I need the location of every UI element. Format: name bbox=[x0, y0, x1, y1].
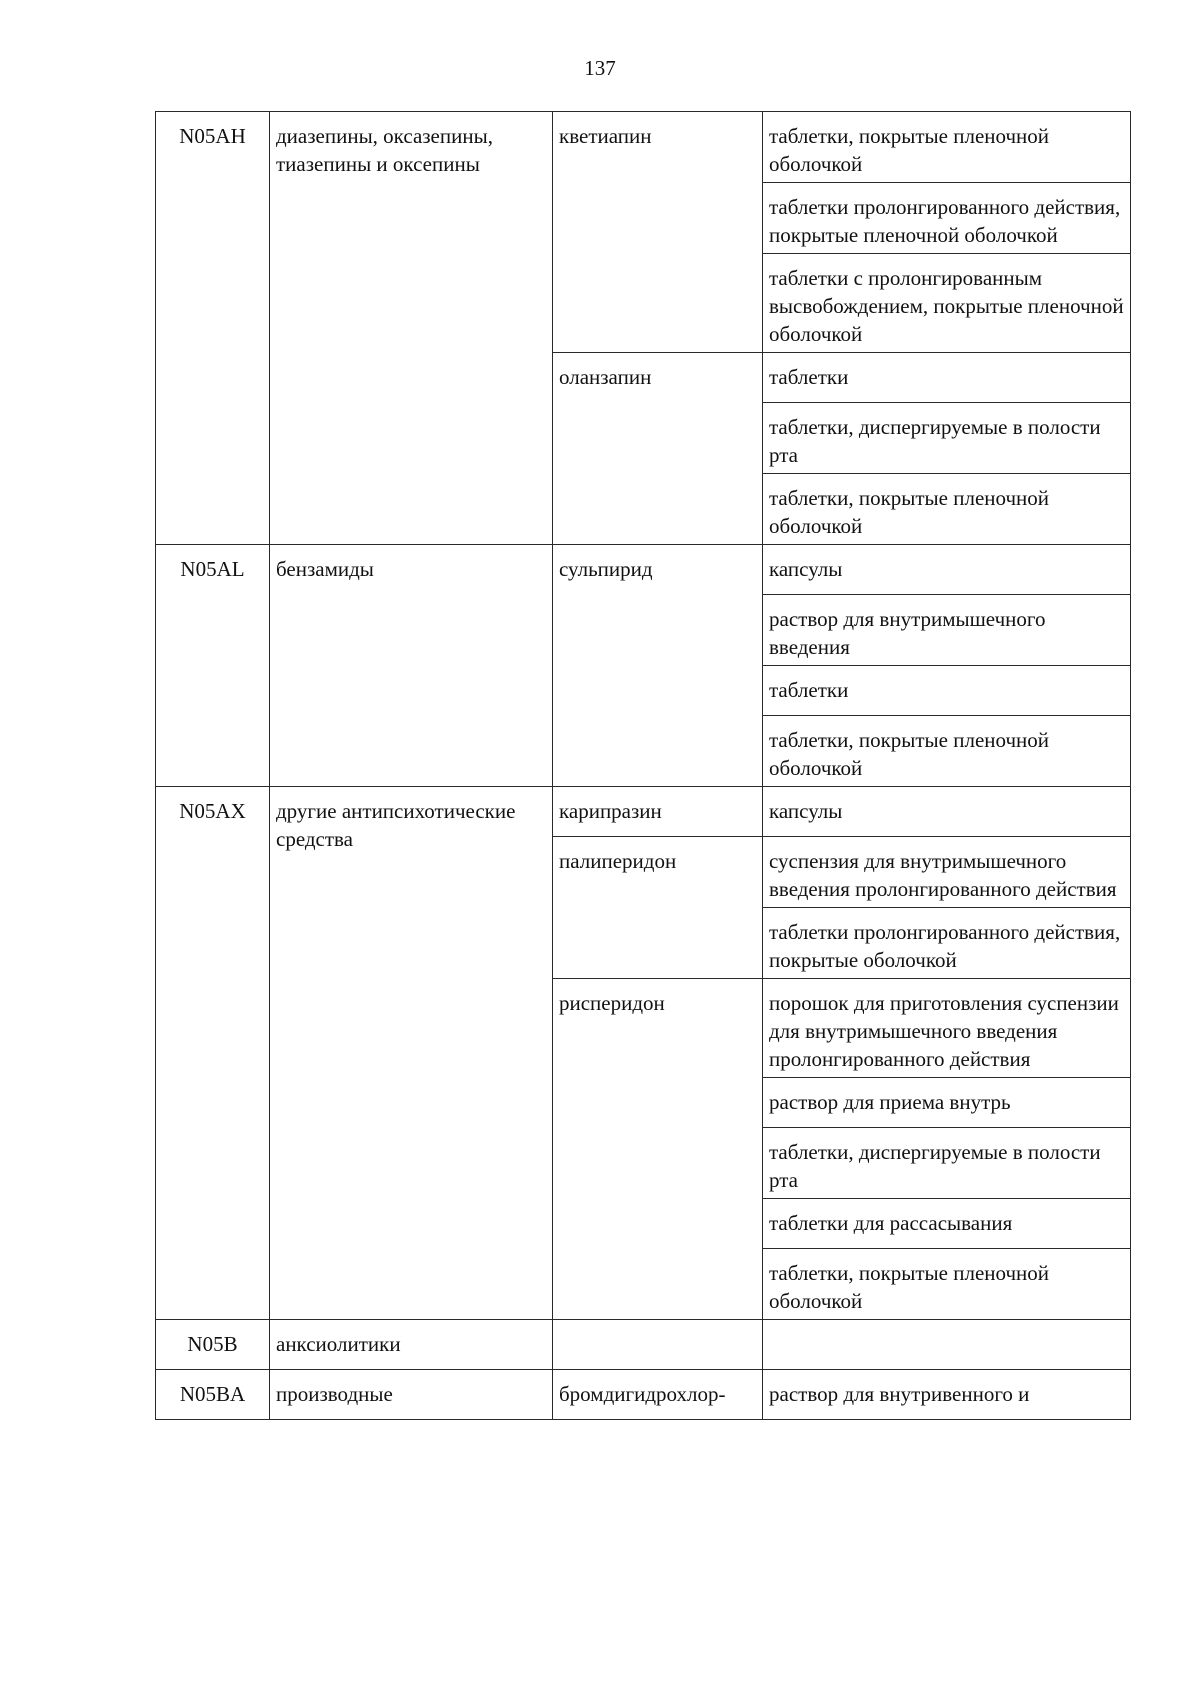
group-name-cell: анксиолитики bbox=[270, 1320, 553, 1370]
dosage-form-cell: таблетки с пролонгированным высвобождением, покрытые пленочной оболочкой bbox=[763, 254, 1131, 353]
dosage-form-cell: таблетки, диспергируемые в полости рта bbox=[763, 403, 1131, 474]
dosage-form-cell: таблетки bbox=[763, 353, 1131, 403]
table-row bbox=[156, 1370, 1131, 1420]
dosage-form-cell: капсулы bbox=[763, 787, 1131, 837]
dosage-form-cell: порошок для приготовления суспензии для внутримышечного введения пролонгированного действия bbox=[763, 979, 1131, 1078]
dosage-form-cell: капсулы bbox=[763, 545, 1131, 595]
table-row bbox=[156, 787, 1131, 837]
substance-cell: карипразин bbox=[553, 787, 763, 837]
dosage-form-cell bbox=[763, 1320, 1131, 1370]
table-row bbox=[156, 545, 1131, 595]
group-name-cell: производные bbox=[270, 1370, 553, 1420]
substance-cell: оланзапин bbox=[553, 353, 763, 545]
substance-cell: рисперидон bbox=[553, 979, 763, 1320]
atc-code-cell: N05B bbox=[156, 1320, 270, 1370]
dosage-form-cell: таблетки, диспергируемые в полости рта bbox=[763, 1128, 1131, 1199]
dosage-form-cell: суспензия для внутримышечного введения пролонгированного действия bbox=[763, 837, 1131, 908]
substance-cell: кветиапин bbox=[553, 112, 763, 353]
group-name-cell: диазепины, оксазепины, тиазепины и оксепины bbox=[270, 112, 553, 545]
page-number: 137 bbox=[584, 56, 616, 80]
table-row bbox=[156, 112, 1131, 183]
dosage-form-cell: таблетки, покрытые пленочной оболочкой bbox=[763, 1249, 1131, 1320]
dosage-form-cell: таблетки, покрытые пленочной оболочкой bbox=[763, 112, 1131, 183]
atc-code-cell: N05AH bbox=[156, 112, 270, 545]
group-name-cell: бензамиды bbox=[270, 545, 553, 787]
substance-cell: сульпирид bbox=[553, 545, 763, 787]
group-name-cell: другие антипсихотические средства bbox=[270, 787, 553, 1320]
drug-table bbox=[155, 111, 1131, 1420]
atc-code-cell: N05AX bbox=[156, 787, 270, 1320]
table-row bbox=[156, 1320, 1131, 1370]
dosage-form-cell: таблетки bbox=[763, 666, 1131, 716]
dosage-form-cell: таблетки пролонгированного действия, покрытые пленочной оболочкой bbox=[763, 183, 1131, 254]
dosage-form-cell: таблетки для рассасывания bbox=[763, 1199, 1131, 1249]
dosage-form-cell: раствор для внутривенного и bbox=[763, 1370, 1131, 1420]
dosage-form-cell: раствор для приема внутрь bbox=[763, 1078, 1131, 1128]
dosage-form-cell: таблетки, покрытые пленочной оболочкой bbox=[763, 716, 1131, 787]
atc-code-cell: N05BA bbox=[156, 1370, 270, 1420]
atc-code-cell: N05AL bbox=[156, 545, 270, 787]
substance-cell: палиперидон bbox=[553, 837, 763, 979]
dosage-form-cell: таблетки пролонгированного действия, покрытые оболочкой bbox=[763, 908, 1131, 979]
dosage-form-cell: раствор для внутримышечного введения bbox=[763, 595, 1131, 666]
drug-table-body bbox=[156, 112, 1131, 1420]
substance-cell: бромдигидрохлор- bbox=[553, 1370, 763, 1420]
dosage-form-cell: таблетки, покрытые пленочной оболочкой bbox=[763, 474, 1131, 545]
substance-cell bbox=[553, 1320, 763, 1370]
